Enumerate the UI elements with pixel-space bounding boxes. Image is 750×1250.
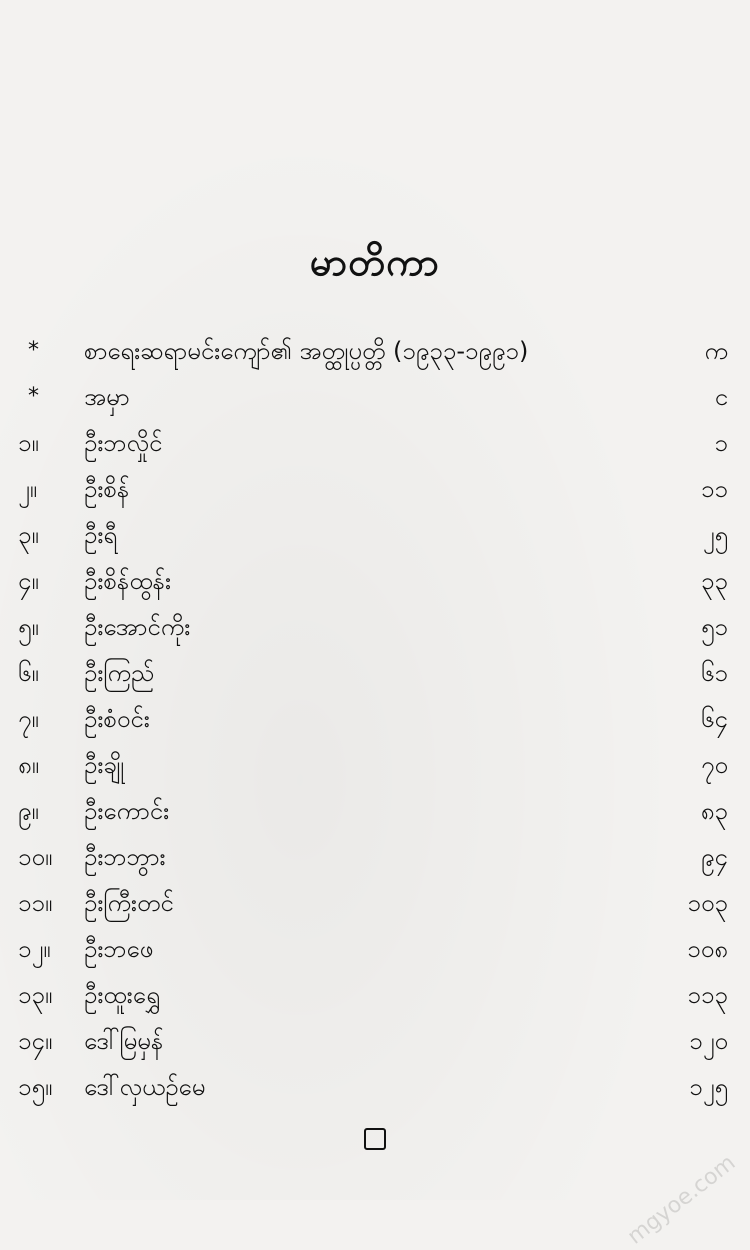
entry-page-number: ၈၃: [700, 797, 728, 825]
entry-title: ဦးဘဘွား: [84, 843, 166, 871]
toc-entry: [0, 1064, 750, 1110]
toc-entry: [0, 696, 750, 742]
entry-page-number: ၃၃: [701, 567, 728, 595]
toc-entry: [0, 466, 750, 512]
toc-entry: [0, 972, 750, 1018]
entry-title: ဦးဘဖေ: [84, 935, 154, 963]
entry-page-number: ၅၁: [701, 613, 728, 641]
entry-page-number: က: [704, 337, 728, 365]
entry-number: ၁၀။: [18, 843, 53, 871]
entry-page-number: ၆၄: [701, 705, 728, 733]
entry-page-number: ၁၁: [701, 475, 728, 503]
toc-entry: [0, 328, 750, 374]
entry-title: အမှာ: [84, 383, 130, 411]
entry-title: ဦးရီ: [84, 521, 118, 549]
entry-page-number: ၇၀: [701, 751, 728, 779]
entry-title: ဦးကြီးတင်: [84, 889, 174, 917]
entry-title: ဦးစိန်ထွန်း: [84, 567, 172, 595]
toc-entry: [0, 604, 750, 650]
toc-entry: [0, 558, 750, 604]
entry-number: ၉။: [18, 797, 39, 825]
entry-number: ၇။: [18, 705, 39, 733]
entry-title: ဒေါ်မြမှန်: [84, 1027, 164, 1055]
toc-entry: [0, 926, 750, 972]
entry-page-number: င: [714, 383, 728, 411]
toc-entry: [0, 788, 750, 834]
toc-entry: [0, 420, 750, 466]
entry-title: ဦးအောင်ကိုး: [84, 613, 191, 641]
entry-number: ၁၃။: [18, 981, 53, 1009]
table-of-contents: [0, 328, 750, 1110]
site-watermark: mgyoe.com: [622, 1150, 740, 1250]
toc-entry: [0, 512, 750, 558]
page-title: မာတိကာ: [309, 240, 441, 284]
end-ornament-icon: [364, 1128, 386, 1150]
entry-page-number: ၁၀၈: [687, 935, 728, 963]
entry-number: ၆။: [18, 659, 39, 687]
entry-number: ၁၂။: [18, 935, 51, 963]
entry-title: ဦးစိန်: [84, 475, 130, 503]
toc-entry: [0, 374, 750, 420]
entry-title: ဦးကြည်: [84, 659, 155, 687]
entry-page-number: ၁: [714, 429, 728, 457]
entry-title: ဒေါ်လှယဉ်မေ: [84, 1073, 206, 1101]
entry-page-number: ၆၁: [701, 659, 728, 687]
entry-page-number: ၁၀၃: [687, 889, 728, 917]
entry-title: ဦးဘလှိုင်: [84, 429, 163, 457]
entry-page-number: ၁၂၀: [689, 1027, 728, 1055]
entry-title: ဦးစံဝင်း: [84, 705, 150, 733]
entry-number: ၁၅။: [18, 1073, 53, 1101]
toc-entry: [0, 650, 750, 696]
entry-number: ၄။: [18, 567, 39, 595]
entry-page-number: ၁၁၃: [687, 981, 728, 1009]
entry-number: ၃။: [18, 521, 39, 549]
toc-entry: [0, 1018, 750, 1064]
entry-title: ဦးထူးရွှေ: [84, 981, 160, 1009]
entry-number: ၂။: [18, 475, 38, 503]
toc-entry: [0, 880, 750, 926]
entry-number: ၁၄။: [18, 1027, 53, 1055]
entry-number: ၁၁။: [18, 889, 53, 917]
entry-number: ၁။: [18, 429, 39, 457]
toc-entry: [0, 834, 750, 880]
entry-bullet: *: [28, 384, 39, 409]
entry-page-number: ၂၅: [702, 521, 728, 549]
entry-bullet: *: [28, 338, 39, 363]
entry-number: ၈။: [18, 751, 39, 779]
entry-page-number: ၉၄: [701, 843, 728, 871]
entry-title: ဦးချို: [84, 751, 125, 779]
toc-entry: [0, 742, 750, 788]
entry-title: ဦးကောင်း: [84, 797, 170, 825]
entry-number: ၅။: [18, 613, 39, 641]
entry-title: စာရေးဆရာမင်းကျော်၏ အတ္ထုပ္ပတ္တိ (၁၉၃၃-၁၉၉၁): [84, 337, 529, 365]
entry-page-number: ၁၂၅: [689, 1073, 728, 1101]
